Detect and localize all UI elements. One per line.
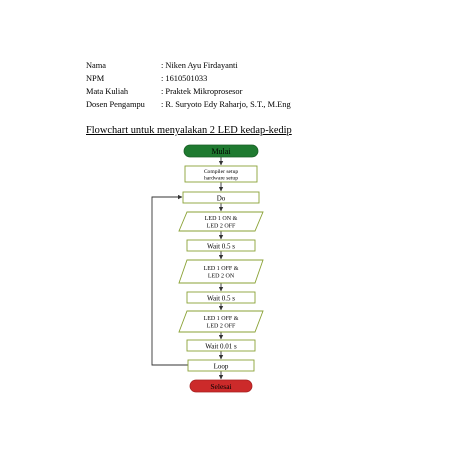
loop-label: Loop [213,362,229,371]
start-terminal [184,145,258,157]
end-label: Selesai [210,382,232,391]
do-label: Do [216,194,226,203]
info-value: : Praktek Mikroprosesor [161,87,243,96]
info-label: Dosen Pengampu [86,100,145,109]
wait-label: Wait 0.5 s [206,294,236,303]
io-label: LED 2 OFF [206,323,236,330]
info-label: Mata Kuliah [86,87,129,96]
do-process [183,192,259,203]
wait-process [187,292,255,303]
info-label: Nama [86,61,106,70]
io-label: LED 1 OFF & [203,266,239,272]
io-led1-on [179,212,263,231]
end-terminal [190,380,252,392]
setup-process [185,166,257,182]
wait-process [187,340,255,351]
info-value: : R. Suryoto Edy Raharjo, S.T., M.Eng [161,100,291,109]
start-label: Mulai [211,147,231,156]
info-value: : Niken Ayu Firdayanti [161,61,238,70]
io-label: LED 2 OFF [206,223,236,230]
setup-label: hardware setup [203,175,239,182]
setup-label: Compiler setup [203,169,239,175]
flowchart-title: Flowchart untuk menyalakan 2 LED kedap-kedip [86,125,292,136]
wait-label: Wait 0.5 s [206,242,236,251]
io-led2-on [179,260,263,283]
info-value: : 1610501033 [161,74,208,83]
info-label: NPM [86,74,105,83]
io-label: LED 1 OFF & [203,316,239,322]
loop-process [188,360,254,371]
io-label: LED 1 ON & [204,216,238,222]
io-both-off [179,311,263,332]
wait-label: Wait 0.01 s [205,342,237,351]
wait-process [187,240,255,251]
io-label: LED 2 ON [207,273,235,280]
